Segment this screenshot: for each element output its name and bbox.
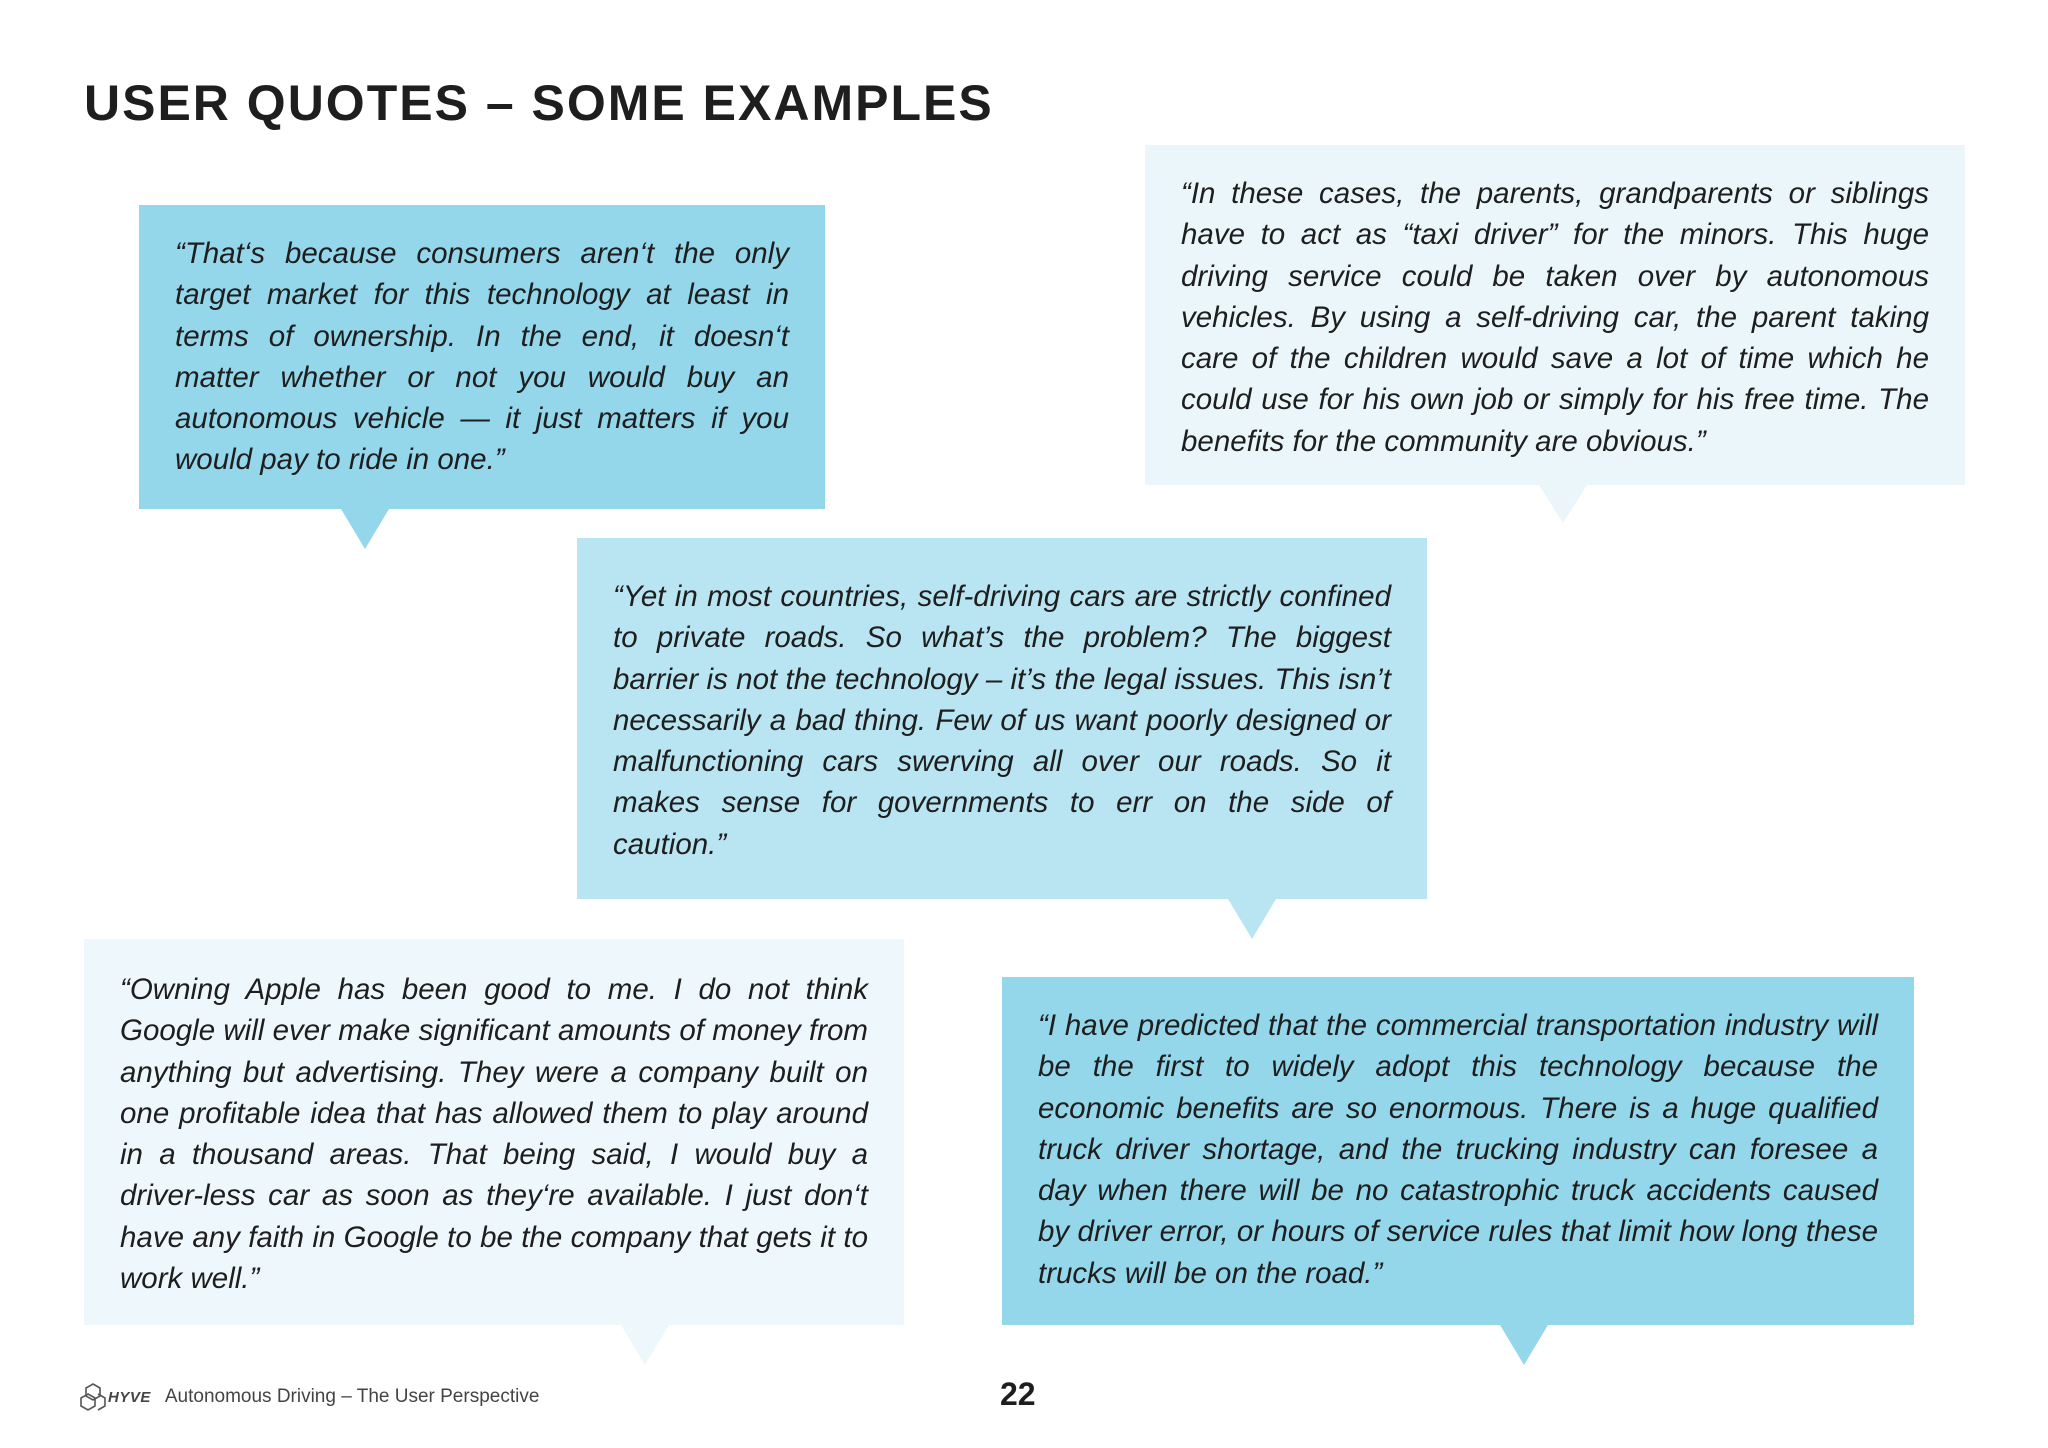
page-number: 22 <box>1000 1376 1036 1412</box>
quote-bubble-2 <box>1145 145 1965 485</box>
quote-bubble-5 <box>1002 977 1914 1325</box>
quote-text-5: “I have predicted that the commercial transportation industry will be the first to widely adopt this technology because the economic benefits are so enormous. There is a huge qualified truck driver shortage, and the trucking industry can foresee a day when there will be no catastrophic truck accidents caused by driver error, or hours of service rules that limit how long these trucks will be on the road.” <box>1038 1009 1878 1290</box>
quote-bubble-1 <box>139 205 825 509</box>
footer <box>80 1380 539 1414</box>
hyve-logo <box>80 1382 151 1412</box>
quote-bubble-4 <box>84 939 904 1325</box>
page-title: USER QUOTES – SOME EXAMPLES <box>84 75 994 131</box>
quote-text-4: “Owning Apple has been good to me. I do not think Google will ever make significant amounts of money from anything but advertising. They were a company built on one profitable idea that has allowed them to play around in a thousand areas. That being said, I would buy a driver-less car as soon as they‘re available. I just don‘t have any faith in Google to be the company that gets it to work well.” <box>120 973 868 1296</box>
logo-wordmark: HYVE <box>108 1388 151 1406</box>
quote-text-1: “That‘s because consumers aren‘t the only target market for this technology at least in terms of ownership. In the end, it doesn‘t matter whether or not you would buy an autonomous vehicle — it just matters if you would pay to ride in one.” <box>175 237 789 477</box>
quote-bubble-3 <box>577 538 1427 899</box>
footer-document-title: Autonomous Driving – The User Perspective <box>164 1386 540 1407</box>
quote-text-3: “Yet in most countries, self-driving cars are strictly confined to private roads. So what’s the problem? The biggest barrier is not the technology – it’s the legal issues. This isn’t necessarily a bad thing. Few of us want poorly designed or malfunctioning cars swerving all over our roads. So it makes sense for governments to err on the side of caution.” <box>613 580 1391 861</box>
quote-text-2: “In these cases, the parents, grandparents or siblings have to act as “taxi driver” for the minors. This huge driving service could be taken over by autonomous vehicles. By using a self-driving car, the parent taking care of the children would save a lot of time which he could use for his own job or simply for his free time. The benefits for the community are obvious.” <box>1181 177 1929 458</box>
hyve-logo-icon <box>80 1382 106 1412</box>
